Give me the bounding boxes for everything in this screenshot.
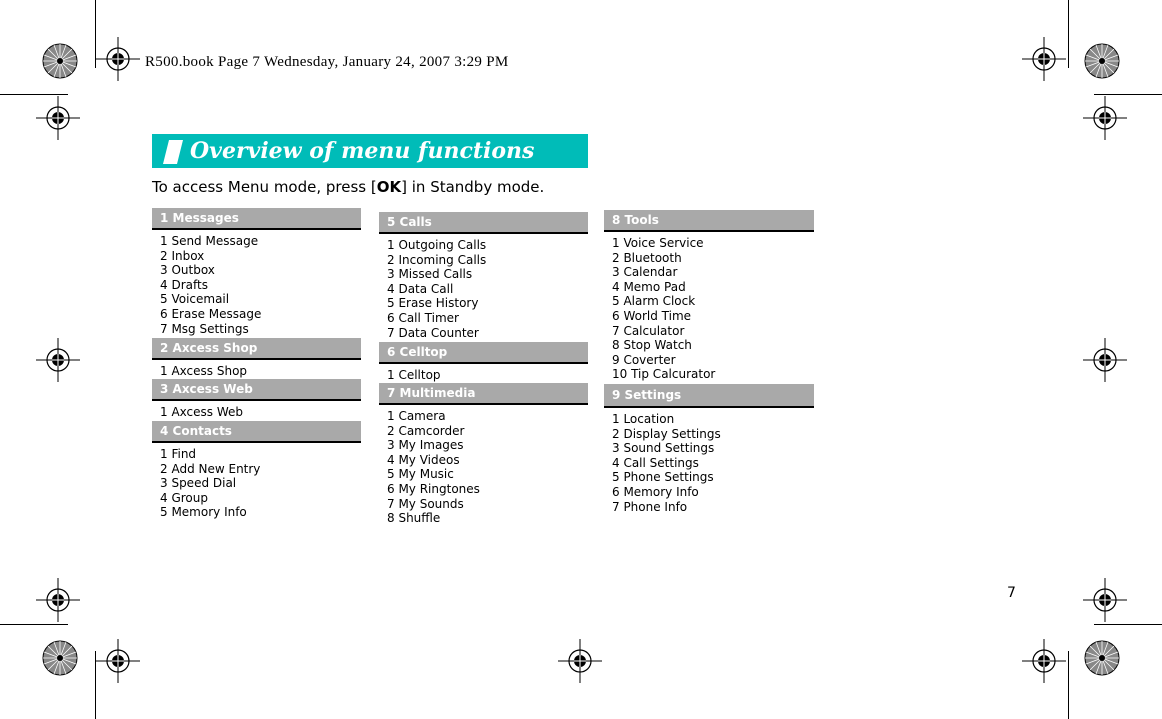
intro-key: OK [376, 178, 402, 196]
menu-item: 2 Camcorder [387, 423, 465, 438]
menu-item: 4 Drafts [160, 277, 208, 292]
menu-item: 3 Outbox [160, 263, 215, 278]
menu-item: 1 Celltop [387, 368, 441, 382]
menu-item: 5 Voicemail [160, 292, 230, 307]
menu-item: 6 World Time [612, 308, 692, 323]
menu-item: 7 Data Counter [387, 325, 479, 340]
menu-list [604, 408, 814, 514]
menu-section-messages [152, 208, 361, 336]
menu-item: 10 Tip Calcurator [612, 367, 716, 382]
title-tab-decoration [163, 140, 183, 164]
menu-item: 4 Memo Pad [612, 279, 686, 294]
menu-list [379, 405, 588, 526]
menu-item: 7 Phone Info [612, 499, 688, 514]
menu-item: 3 Missed Calls [387, 267, 473, 282]
menu-section-contacts [152, 421, 361, 520]
menu-item: 7 Msg Settings [160, 321, 249, 336]
section-heading: 8 Tools [604, 210, 814, 232]
menu-item: 5 Erase History [387, 296, 479, 311]
menu-section-tools [604, 210, 814, 382]
menu-item: 5 Memory Info [160, 505, 247, 520]
menu-item: 6 Call Timer [387, 310, 459, 325]
menu-item: 1 Camera [387, 409, 446, 423]
menu-item: 4 Data Call [387, 281, 454, 296]
menu-item: 2 Add New Entry [160, 461, 261, 476]
section-heading: 4 Contacts [152, 421, 361, 443]
section-heading: 2 Axcess Shop [152, 338, 361, 360]
menu-item: 2 Display Settings [612, 426, 721, 441]
menu-list [152, 401, 361, 420]
intro-before: To access Menu mode, press [ [152, 178, 377, 196]
section-heading: 3 Axcess Web [152, 379, 361, 401]
menu-item: 5 My Music [387, 467, 454, 482]
menu-item: 6 Erase Message [160, 306, 262, 321]
intro-text [152, 178, 544, 196]
menu-section-axcess-web [152, 379, 361, 420]
page-number: 7 [1007, 585, 1016, 601]
menu-list [152, 443, 361, 520]
menu-item: 2 Bluetooth [612, 250, 682, 265]
menu-item: 3 Calendar [612, 265, 678, 280]
menu-item: 2 Inbox [160, 248, 205, 263]
section-heading: 5 Calls [379, 212, 588, 234]
menu-item: 6 My Ringtones [387, 481, 480, 496]
menu-section-multimedia [379, 383, 588, 526]
menu-section-settings [604, 384, 814, 514]
menu-item: 8 Shuffle [387, 511, 441, 526]
menu-item: 1 Axcess Web [160, 405, 244, 419]
menu-item: 4 My Videos [387, 452, 460, 467]
section-title-bar [152, 134, 588, 168]
section-heading: 9 Settings [604, 384, 814, 408]
section-heading: 7 Multimedia [379, 383, 588, 405]
menu-section-calls [379, 212, 588, 340]
menu-item: 5 Alarm Clock [612, 294, 696, 309]
menu-item: 1 Find [160, 447, 197, 461]
menu-section-axcess-shop [152, 338, 361, 379]
menu-item: 3 Speed Dial [160, 476, 237, 491]
page-title: Overview of menu functions [190, 138, 535, 164]
menu-item: 7 My Sounds [387, 496, 464, 511]
menu-section-celltop [379, 342, 588, 383]
menu-item: 1 Outgoing Calls [387, 238, 487, 252]
menu-item: 5 Phone Settings [612, 470, 714, 485]
intro-after: ] in Standby mode. [401, 178, 545, 196]
section-heading: 1 Messages [152, 208, 361, 230]
menu-item: 1 Voice Service [612, 236, 704, 250]
book-header-line: R500.book Page 7 Wednesday, January 24, 2007 3:29 PM [145, 54, 509, 70]
menu-list [152, 230, 361, 336]
menu-item: 1 Send Message [160, 234, 259, 248]
menu-item: 9 Coverter [612, 352, 676, 367]
menu-list [379, 364, 588, 383]
menu-list [152, 360, 361, 379]
menu-item: 3 Sound Settings [612, 441, 715, 456]
menu-item: 1 Axcess Shop [160, 364, 248, 378]
menu-list [604, 232, 814, 382]
menu-item: 2 Incoming Calls [387, 252, 487, 267]
menu-item: 8 Stop Watch [612, 338, 692, 353]
menu-item: 7 Calculator [612, 323, 685, 338]
menu-item: 1 Location [612, 412, 675, 426]
menu-item: 6 Memory Info [612, 484, 699, 499]
menu-list [379, 234, 588, 340]
menu-item: 3 My Images [387, 438, 464, 453]
section-heading: 6 Celltop [379, 342, 588, 364]
menu-item: 4 Group [160, 490, 208, 505]
menu-item: 4 Call Settings [612, 455, 699, 470]
